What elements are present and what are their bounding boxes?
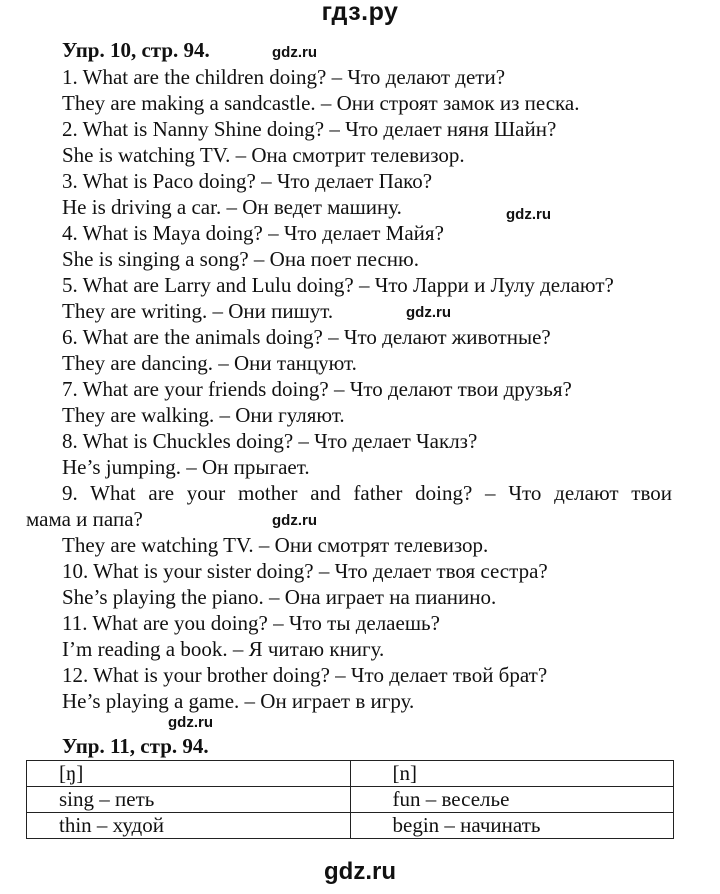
- watermark: gdz.ru: [406, 304, 451, 321]
- table-header-cell: [ŋ]: [27, 761, 351, 787]
- table-cell: fun – веселье: [350, 787, 674, 813]
- text-line: They are watching TV. – Они смотрят телевизор.: [62, 533, 489, 557]
- exercise-10-title: Упр. 10, стр. 94.: [62, 38, 210, 62]
- text-line: She’s playing the piano. – Она играет на пианино.: [62, 585, 497, 609]
- text-line: 6. What are the animals doing? – Что делают животные?: [62, 325, 551, 349]
- table-cell: sing – петь: [27, 787, 351, 813]
- exercise-11-title: Упр. 11, стр. 94.: [62, 734, 209, 758]
- watermark: gdz.ru: [168, 714, 213, 731]
- table-row: [27, 813, 674, 839]
- text-line: мама и папа?: [26, 507, 143, 531]
- text-line: 11. What are you doing? – Что ты делаешь?: [62, 611, 440, 635]
- text-line: 2. What is Nanny Shine doing? – Что делает няня Шайн?: [62, 117, 557, 141]
- text-line: They are walking. – Они гуляют.: [62, 403, 345, 427]
- text-line: 7. What are your friends doing? – Что делают твои друзья?: [62, 377, 572, 401]
- text-line: They are writing. – Они пишут.: [62, 299, 334, 323]
- table-row: [27, 787, 674, 813]
- table-header-row: [27, 761, 674, 787]
- text-line: 4. What is Maya doing? – Что делает Майя?: [62, 221, 444, 245]
- watermark: gdz.ru: [272, 512, 317, 529]
- watermark: gdz.ru: [272, 44, 317, 61]
- text-line: 5. What are Larry and Lulu doing? – Что Ларри и Лулу делают?: [62, 273, 614, 297]
- text-line: I’m reading a book. – Я читаю книгу.: [62, 637, 385, 661]
- table-header-cell: [n]: [350, 761, 674, 787]
- text-line: He is driving a car. – Он ведет машину.: [62, 195, 402, 219]
- site-header: гдз.ру: [321, 0, 399, 26]
- text-line: 1. What are the children doing? – Что делают дети?: [62, 65, 506, 89]
- table-cell: begin – начинать: [350, 813, 674, 839]
- text-line: They are dancing. – Они танцуют.: [62, 351, 357, 375]
- text-line: He’s jumping. – Он прыгает.: [62, 455, 310, 479]
- site-footer: gdz.ru: [324, 858, 396, 885]
- text-line: He’s playing a game. – Он играет в игру.: [62, 689, 415, 713]
- text-line: She is singing a song? – Она поет песню.: [62, 247, 419, 271]
- text-line: They are making a sandcastle. – Они строят замок из песка.: [62, 91, 580, 115]
- text-line: 8. What is Chuckles doing? – Что делает Чаклз?: [62, 429, 478, 453]
- table-cell: thin – худой: [27, 813, 351, 839]
- sounds-table: [26, 760, 674, 839]
- text-line: She is watching TV. – Она смотрит телевизор.: [62, 143, 465, 167]
- text-line: 3. What is Paco doing? – Что делает Пако?: [62, 169, 433, 193]
- text-line: 12. What is your brother doing? – Что делает твой брат?: [62, 663, 548, 687]
- text-line: 10. What is your sister doing? – Что делает твоя сестра?: [62, 559, 548, 583]
- text-line: 9. What are your mother and father doing? – Что делают твои: [62, 481, 672, 505]
- watermark: gdz.ru: [506, 206, 551, 223]
